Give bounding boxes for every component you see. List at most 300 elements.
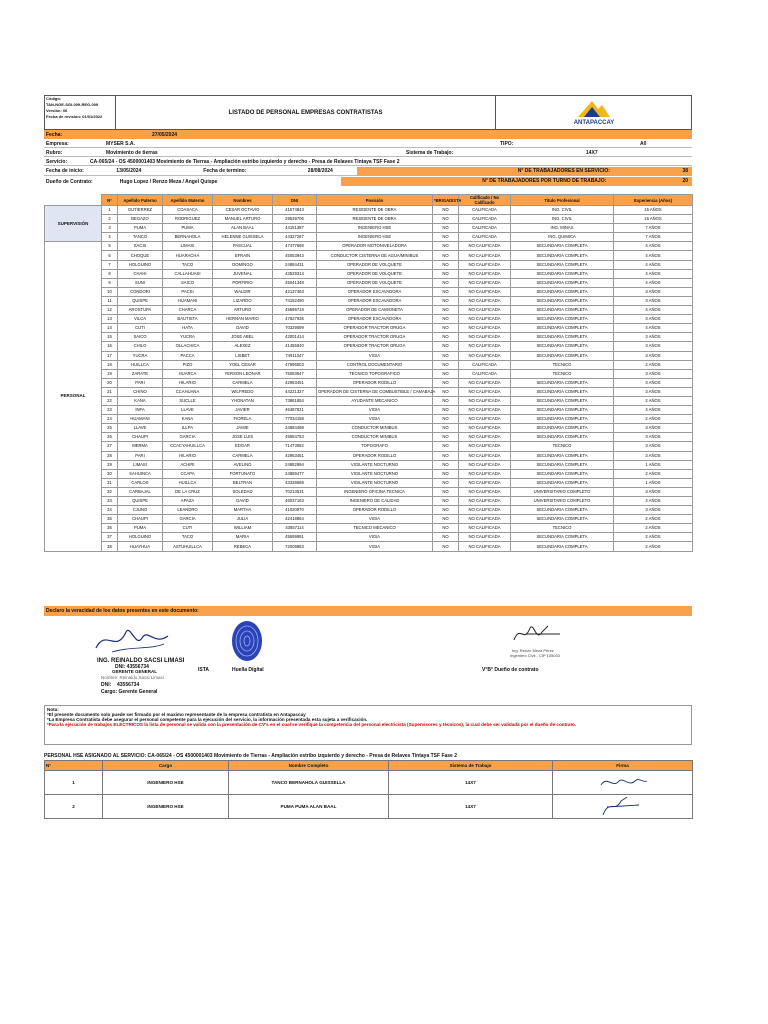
table-cell: 3 AÑOS bbox=[614, 433, 693, 442]
table-cell: 38 bbox=[102, 542, 118, 551]
table-cell: 4 AÑOS bbox=[614, 278, 693, 287]
table-cell: SECUNDARIA COMPLETA bbox=[511, 460, 614, 469]
sig-name: ING. REINALDO SACSI LIMASI bbox=[97, 658, 185, 664]
sig-suffix: ISTA bbox=[198, 667, 210, 673]
table-cell: NO bbox=[433, 460, 459, 469]
table-cell: 46487821 bbox=[273, 406, 317, 415]
table-cell: INGENIERO OFICINA TECNICA bbox=[317, 487, 433, 496]
table-cell: ALEXEZ bbox=[213, 342, 273, 351]
table-cell: CESAR OCTAVIO bbox=[213, 206, 273, 215]
table-cell: 42137463 bbox=[273, 287, 317, 296]
table-cell: 2 AÑOS bbox=[614, 533, 693, 542]
table-row bbox=[45, 424, 693, 433]
table-cell: NO bbox=[433, 369, 459, 378]
hse-col-header: Firma bbox=[553, 761, 693, 771]
table-cell: 3 AÑOS bbox=[614, 296, 693, 305]
table-cell: CALIFICADA bbox=[459, 233, 511, 242]
table-cell: CARMELA bbox=[213, 451, 273, 460]
table-cell: OPERADOR TRACTOR ORUGA bbox=[317, 333, 433, 342]
table-cell: SECUNDARIA COMPLETA bbox=[511, 278, 614, 287]
table-cell: NO bbox=[433, 424, 459, 433]
dni-value: 43556734 bbox=[117, 682, 140, 688]
table-cell: NO bbox=[433, 315, 459, 324]
table-cell: 42953451 bbox=[273, 378, 317, 387]
table-cell: CCAPA bbox=[163, 469, 213, 478]
table-cell: NO bbox=[433, 415, 459, 424]
table-cell: BERNAHOLA bbox=[163, 233, 213, 242]
table-cell: 43857114 bbox=[273, 524, 317, 533]
inicio-label: Fecha de inicio: bbox=[46, 168, 84, 174]
table-cell: FIORELA bbox=[213, 415, 273, 424]
table-cell: 14 bbox=[102, 324, 118, 333]
table-row bbox=[45, 387, 693, 396]
table-cell: CHARCA bbox=[163, 306, 213, 315]
table-cell: VIGILANTE NOCTURNO bbox=[317, 469, 433, 478]
table-cell: OPERADOR DE CISTERNA DE COMBUSTIBLE / CAMABAJA bbox=[317, 387, 433, 396]
table-row bbox=[45, 315, 693, 324]
table-cell: TACO bbox=[163, 260, 213, 269]
table-cell: NO bbox=[433, 342, 459, 351]
table-cell: HUARCA bbox=[163, 369, 213, 378]
table-cell: 46037163 bbox=[273, 497, 317, 506]
dni-label: DNI: bbox=[101, 682, 112, 688]
table-cell: OPERADOR DE VOLQUETE bbox=[317, 269, 433, 278]
hse-signature-1-icon bbox=[593, 773, 653, 791]
table-cell: CONDUCTOR MINIBUS bbox=[317, 424, 433, 433]
table-cell: PUMA bbox=[163, 224, 213, 233]
table-cell: 37 bbox=[102, 533, 118, 542]
table-cell: 70329099 bbox=[273, 324, 317, 333]
table-cell: ALAN BAAL bbox=[213, 224, 273, 233]
table-cell: 22 bbox=[102, 396, 118, 405]
table-cell: HUAYHUA bbox=[118, 542, 163, 551]
table-cell: HILARIO bbox=[163, 451, 213, 460]
col-header: N° bbox=[102, 195, 118, 206]
table-cell: JAIME bbox=[213, 424, 273, 433]
table-cell: NO bbox=[433, 524, 459, 533]
table-cell: VIGILANTE NOCTURNO bbox=[317, 478, 433, 487]
table-cell: 15 AÑOS bbox=[614, 215, 693, 224]
col-header: Posición bbox=[317, 195, 433, 206]
table-cell: SECUNDARIA COMPLETA bbox=[511, 296, 614, 305]
table-cell: LLAVE bbox=[163, 406, 213, 415]
hse-cell: 2 bbox=[45, 795, 103, 819]
table-cell: RESIDENTE DE OBRA bbox=[317, 215, 433, 224]
table-cell: 3 AÑOS bbox=[614, 378, 693, 387]
table-cell: 72009883 bbox=[273, 542, 317, 551]
rubro-row bbox=[44, 149, 692, 157]
table-cell: 3 AÑOS bbox=[614, 487, 693, 496]
table-row bbox=[45, 533, 693, 542]
table-cell: NO bbox=[433, 287, 459, 296]
table-row bbox=[45, 342, 693, 351]
empresa-label: Empresa: bbox=[46, 140, 69, 147]
table-cell: 2 AÑOS bbox=[614, 469, 693, 478]
table-cell: LEANDRO bbox=[163, 506, 213, 515]
table-cell: CUTI bbox=[163, 524, 213, 533]
table-cell: NO bbox=[433, 260, 459, 269]
table-cell: 7 bbox=[102, 260, 118, 269]
table-cell: SECUNDARIA COMPLETA bbox=[511, 333, 614, 342]
nota-line2: *La Empresa Contratista debe asegurar el personal competente para la ejecución del servicio, la información presentada esta sujeta a verificación. bbox=[47, 717, 368, 722]
table-cell: DAVID bbox=[213, 324, 273, 333]
table-cell: 21 bbox=[102, 387, 118, 396]
table-cell: WALDIR bbox=[213, 287, 273, 296]
table-cell: SECUNDARIA COMPLETA bbox=[511, 324, 614, 333]
table-cell: 20 bbox=[102, 378, 118, 387]
table-row bbox=[45, 224, 693, 233]
table-cell: SAHUINCA bbox=[118, 469, 163, 478]
group-supervision: SUPERVISIÓN bbox=[45, 206, 102, 242]
table-cell: WILLIAM bbox=[213, 524, 273, 533]
table-cell: 43326668 bbox=[273, 478, 317, 487]
table-cell: VIGILANTE NOCTURNO bbox=[317, 460, 433, 469]
table-cell: OPERADOR MOTONIVELADORA bbox=[317, 242, 433, 251]
owner-signature-icon bbox=[508, 620, 568, 650]
table-row bbox=[45, 378, 693, 387]
table-cell: UNIVERSITARIO COMPLETO bbox=[511, 497, 614, 506]
table-cell: 41574843 bbox=[273, 206, 317, 215]
table-cell: NO CALIFICADA bbox=[459, 506, 511, 515]
table-cell: ING. QUIMICA bbox=[511, 233, 614, 242]
hse-cell: 14X7 bbox=[389, 795, 553, 819]
table-cell: 70213531 bbox=[273, 487, 317, 496]
table-cell: NO bbox=[433, 406, 459, 415]
huella-label: Huella Digital bbox=[232, 667, 264, 673]
table-cell: OPERADOR DE VOLQUETE bbox=[317, 278, 433, 287]
table-row bbox=[45, 233, 693, 242]
hse-cell: INGENIERO HSE bbox=[103, 795, 229, 819]
table-cell: 3 AÑOS bbox=[614, 424, 693, 433]
table-cell: HOLGUINO bbox=[118, 260, 163, 269]
table-cell: NO CALIFICADA bbox=[459, 406, 511, 415]
table-cell: 3 AÑOS bbox=[614, 451, 693, 460]
table-cell: 41020970 bbox=[273, 506, 317, 515]
table-cell: GARCIA bbox=[163, 433, 213, 442]
table-cell: TECNICO TOPOGRAFICO bbox=[317, 369, 433, 378]
table-cell: TECNICO bbox=[511, 442, 614, 451]
table-cell: SECUNDARIA COMPLETA bbox=[511, 533, 614, 542]
table-cell: NO bbox=[433, 533, 459, 542]
table-cell: NO CALIFICADA bbox=[459, 515, 511, 524]
table-cell: 29539706 bbox=[273, 215, 317, 224]
table-row bbox=[45, 296, 693, 305]
table-cell: 17 bbox=[102, 351, 118, 360]
table-row bbox=[45, 351, 693, 360]
table-cell: 74911347 bbox=[273, 351, 317, 360]
table-cell: TECNICO bbox=[511, 360, 614, 369]
document-title: LISTADO DE PERSONAL EMPRESAS CONTRATISTAS bbox=[116, 95, 496, 130]
table-cell: NO bbox=[433, 506, 459, 515]
table-cell: LLAVE bbox=[118, 424, 163, 433]
table-cell: 3 AÑOS bbox=[614, 387, 693, 396]
revision-label: Fecha de revisión: 01/01/2022 bbox=[46, 114, 103, 119]
table-cell: NO bbox=[433, 351, 459, 360]
table-cell: NO CALIFICADA bbox=[459, 324, 511, 333]
table-cell: COASACA bbox=[163, 206, 213, 215]
table-row bbox=[45, 497, 693, 506]
table-cell: NO bbox=[433, 469, 459, 478]
hse-col-header: Sistema de Trabajo bbox=[389, 761, 553, 771]
table-cell: 74152490 bbox=[273, 296, 317, 305]
hse-col-header: Cargo bbox=[103, 761, 229, 771]
hse-cell: 1 bbox=[45, 771, 103, 795]
table-cell: MERMA bbox=[118, 442, 163, 451]
inicio-row bbox=[44, 167, 692, 176]
table-cell: NO CALIFICADA bbox=[459, 296, 511, 305]
table-cell: CONTROL DOCUMENTARIO bbox=[317, 360, 433, 369]
table-cell: 13 bbox=[102, 315, 118, 324]
table-cell: NO bbox=[433, 515, 459, 524]
table-cell: VIGIA bbox=[317, 515, 433, 524]
table-cell: NO CALIFICADA bbox=[459, 469, 511, 478]
table-cell: 4 AÑOS bbox=[614, 242, 693, 251]
table-cell: CHAHI bbox=[118, 269, 163, 278]
hse-table bbox=[44, 760, 693, 819]
table-cell: CALIFICADA bbox=[459, 215, 511, 224]
table-cell: 27 bbox=[102, 442, 118, 451]
table-cell: 24889477 bbox=[273, 469, 317, 478]
table-cell: KANA bbox=[163, 415, 213, 424]
col-header: Título Profesional bbox=[511, 195, 614, 206]
group-header-blank bbox=[45, 195, 102, 206]
table-cell: PUMA bbox=[118, 224, 163, 233]
table-cell: VIGIA bbox=[317, 533, 433, 542]
table-cell: LISBET bbox=[213, 351, 273, 360]
table-cell: SECUNDARIA COMPLETA bbox=[511, 406, 614, 415]
table-cell: PASCUAL bbox=[213, 242, 273, 251]
table-cell: UNIVERSITARIO COMPLETO bbox=[511, 487, 614, 496]
table-cell: NO CALIFICADA bbox=[459, 287, 511, 296]
stamp-role: Ingeniero Civil - CIP 105033 bbox=[510, 653, 560, 658]
table-cell: 73861854 bbox=[273, 396, 317, 405]
table-cell: 2 AÑOS bbox=[614, 515, 693, 524]
table-cell: VILCA bbox=[118, 315, 163, 324]
antapaccay-logo-icon bbox=[574, 99, 614, 119]
table-cell: WILFREDO bbox=[213, 387, 273, 396]
table-row bbox=[45, 278, 693, 287]
table-cell: OPERADOR DE CAMIONETA bbox=[317, 306, 433, 315]
table-cell: ASTUHUILLCA bbox=[163, 542, 213, 551]
table-cell: 3 AÑOS bbox=[614, 369, 693, 378]
table-cell: 16 bbox=[102, 342, 118, 351]
table-cell: LIZARDO bbox=[213, 296, 273, 305]
empresa-row bbox=[44, 140, 692, 148]
table-cell: SECUNDARIA COMPLETA bbox=[511, 478, 614, 487]
table-cell: BEGAZO bbox=[118, 215, 163, 224]
hse-signature-cell bbox=[553, 771, 693, 795]
table-cell: PARI bbox=[118, 451, 163, 460]
table-cell: NO CALIFICADA bbox=[459, 333, 511, 342]
table-cell: SECUNDARIA COMPLETA bbox=[511, 242, 614, 251]
table-cell: 47696503 bbox=[273, 360, 317, 369]
table-row bbox=[45, 369, 693, 378]
table-cell: 42001414 bbox=[273, 333, 317, 342]
servicio-row bbox=[44, 158, 692, 166]
table-row bbox=[45, 442, 693, 451]
table-cell: HUILLCA bbox=[163, 478, 213, 487]
table-row bbox=[45, 487, 693, 496]
table-cell: CJUNO bbox=[118, 506, 163, 515]
table-cell: 4 AÑOS bbox=[614, 324, 693, 333]
table-row bbox=[45, 215, 693, 224]
table-cell: YOEL CESAR bbox=[213, 360, 273, 369]
table-row bbox=[45, 515, 693, 524]
table-row bbox=[45, 242, 693, 251]
table-cell: SUNI bbox=[118, 278, 163, 287]
table-cell: 44327267 bbox=[273, 233, 317, 242]
table-cell: 7 AÑOS bbox=[614, 233, 693, 242]
code-value: TAN-NGE-SGI-009-REG-009 bbox=[46, 102, 99, 107]
fingerprint-icon bbox=[229, 618, 265, 664]
table-cell: NO CALIFICADA bbox=[459, 542, 511, 551]
hse-cell: 14X7 bbox=[389, 771, 553, 795]
table-cell: NO CALIFICADA bbox=[459, 378, 511, 387]
table-cell: SECUNDARIA COMPLETA bbox=[511, 506, 614, 515]
table-cell: NO bbox=[433, 269, 459, 278]
table-row bbox=[45, 478, 693, 487]
table-cell: OLLACHICA bbox=[163, 342, 213, 351]
table-cell: INGENIERO HSE bbox=[317, 224, 433, 233]
table-cell: 47477668 bbox=[273, 242, 317, 251]
servicio-value: CA-065/24 - OS 4500001403 Movimiento de Tierras - Ampliación estribo izquierdo y derecho - Presa de Relaves Tintaya TSF Fase 2 bbox=[90, 158, 400, 165]
table-cell: SECUNDARIA COMPLETA bbox=[511, 451, 614, 460]
table-cell: 44221327 bbox=[273, 387, 317, 396]
table-cell: CUTI bbox=[118, 324, 163, 333]
table-cell: 36 bbox=[102, 524, 118, 533]
table-cell: SECUNDARIA COMPLETA bbox=[511, 433, 614, 442]
col-header: Calificado / No Calificado bbox=[459, 195, 511, 206]
table-cell: OPERADOR DE VOLQUETE bbox=[317, 260, 433, 269]
hse-signature-cell bbox=[553, 795, 693, 819]
table-cell: 25 bbox=[102, 424, 118, 433]
table-cell: 47627936 bbox=[273, 315, 317, 324]
table-row bbox=[45, 460, 693, 469]
table-cell: 3 AÑOS bbox=[614, 442, 693, 451]
table-cell: CALLAHUASI bbox=[163, 269, 213, 278]
table-cell: QUISPE bbox=[118, 296, 163, 305]
table-cell: SECUNDARIA COMPLETA bbox=[511, 342, 614, 351]
table-cell: 9 bbox=[102, 278, 118, 287]
col-header: *BRIGADISTA bbox=[433, 195, 459, 206]
table-cell: CCAHUANA bbox=[163, 387, 213, 396]
table-cell: NO bbox=[433, 278, 459, 287]
table-cell: OPERADOR TRACTOR ORUGA bbox=[317, 342, 433, 351]
dueno-label: Dueño de Contrato: bbox=[46, 178, 93, 185]
table-cell: NO bbox=[433, 387, 459, 396]
table-cell: NO CALIFICADA bbox=[459, 433, 511, 442]
table-cell: 29 bbox=[102, 460, 118, 469]
table-cell: JUVENAL bbox=[213, 269, 273, 278]
table-cell: QUISPE bbox=[118, 497, 163, 506]
table-cell: INGENIERO HSE bbox=[317, 233, 433, 242]
table-cell: CARBAJAL bbox=[118, 487, 163, 496]
table-cell: 45699718 bbox=[273, 306, 317, 315]
table-cell: SECUNDARIA COMPLETA bbox=[511, 351, 614, 360]
termino-value: 28/08/2024 bbox=[307, 168, 333, 174]
table-cell: CARMELA bbox=[213, 378, 273, 387]
table-cell: 3 AÑOS bbox=[614, 315, 693, 324]
col-header: Nombres bbox=[213, 195, 273, 206]
table-cell: 71473082 bbox=[273, 442, 317, 451]
table-cell: 26 bbox=[102, 433, 118, 442]
table-cell: JOSE LUIS bbox=[213, 433, 273, 442]
table-cell: 30 bbox=[102, 469, 118, 478]
table-cell: CALIFICADA bbox=[459, 369, 511, 378]
table-cell: 19 bbox=[102, 369, 118, 378]
table-cell: NO bbox=[433, 206, 459, 215]
table-cell: 8 bbox=[102, 269, 118, 278]
table-cell: PORFIRIO bbox=[213, 278, 273, 287]
table-cell: NO CALIFICADA bbox=[459, 315, 511, 324]
personnel-table bbox=[44, 194, 693, 552]
table-cell: NO CALIFICADA bbox=[459, 342, 511, 351]
table-cell: 2 AÑOS bbox=[614, 415, 693, 424]
table-row bbox=[45, 269, 693, 278]
table-cell: 4 AÑOS bbox=[614, 251, 693, 260]
empresa-value: MYSER S.A. bbox=[106, 140, 135, 147]
table-cell: NO CALIFICADA bbox=[459, 242, 511, 251]
table-row bbox=[45, 251, 693, 260]
table-cell: OPERADOR TRACTOR ORUGA bbox=[317, 324, 433, 333]
table-cell: NO bbox=[433, 324, 459, 333]
table-cell: AYUDANTE MECANICO bbox=[317, 396, 433, 405]
hse-title: PERSONAL HSE ASIGNADO AL SERVICIO: CA-065/24 - OS 4500001403 Movimiento de Tierras - Ampliación estribo izquierdo y derecho - Presa de Relaves Tintaya TSF Fase 2 bbox=[44, 753, 458, 759]
table-cell: 2 AÑOS bbox=[614, 360, 693, 369]
table-cell: SECUNDARIA COMPLETA bbox=[511, 260, 614, 269]
table-cell: REBECA bbox=[213, 542, 273, 551]
table-cell: NO bbox=[433, 333, 459, 342]
table-cell: VIGIA bbox=[317, 406, 433, 415]
table-cell: ACHIRI bbox=[163, 460, 213, 469]
table-cell: TECNICO MECANICO bbox=[317, 524, 433, 533]
table-cell: HERNAN MARIO bbox=[213, 315, 273, 324]
table-cell: NO bbox=[433, 442, 459, 451]
table-cell: 42418864 bbox=[273, 515, 317, 524]
table-cell: 34 bbox=[102, 506, 118, 515]
table-cell: 1 AÑOS bbox=[614, 478, 693, 487]
table-cell: ING. CIVIL bbox=[511, 215, 614, 224]
table-cell: SECUNDARIA COMPLETA bbox=[511, 415, 614, 424]
table-cell: NO CALIFICADA bbox=[459, 533, 511, 542]
version-label: Versión: 06 bbox=[46, 108, 68, 113]
contractor-signature-icon bbox=[92, 618, 172, 658]
table-cell: 28 bbox=[102, 451, 118, 460]
nota-title: Nota: bbox=[47, 707, 59, 712]
table-cell: OPERADOR RODILLO bbox=[317, 506, 433, 515]
table-cell: LIMASI bbox=[118, 460, 163, 469]
table-cell: 45699991 bbox=[273, 533, 317, 542]
table-cell: 15 bbox=[102, 333, 118, 342]
table-cell: 31 bbox=[102, 478, 118, 487]
table-cell: 32 bbox=[102, 487, 118, 496]
table-cell: NO bbox=[433, 306, 459, 315]
table-cell: 3 AÑOS bbox=[614, 351, 693, 360]
hse-col-header: Nombre Completo bbox=[229, 761, 389, 771]
table-cell: SACSI bbox=[118, 242, 163, 251]
table-cell: 1 bbox=[102, 206, 118, 215]
table-cell: 2 bbox=[102, 215, 118, 224]
table-cell: CHILO bbox=[118, 342, 163, 351]
table-cell: JULIA bbox=[213, 515, 273, 524]
table-cell: DE LA CRUZ bbox=[163, 487, 213, 496]
fecha-label: Fecha: bbox=[46, 131, 63, 138]
table-cell: VIGIA bbox=[317, 415, 433, 424]
table-cell: HATA bbox=[163, 324, 213, 333]
col-header: Experiencia (Años) bbox=[614, 195, 693, 206]
table-cell: HUARACHA bbox=[163, 251, 213, 260]
table-cell: 10 bbox=[102, 287, 118, 296]
